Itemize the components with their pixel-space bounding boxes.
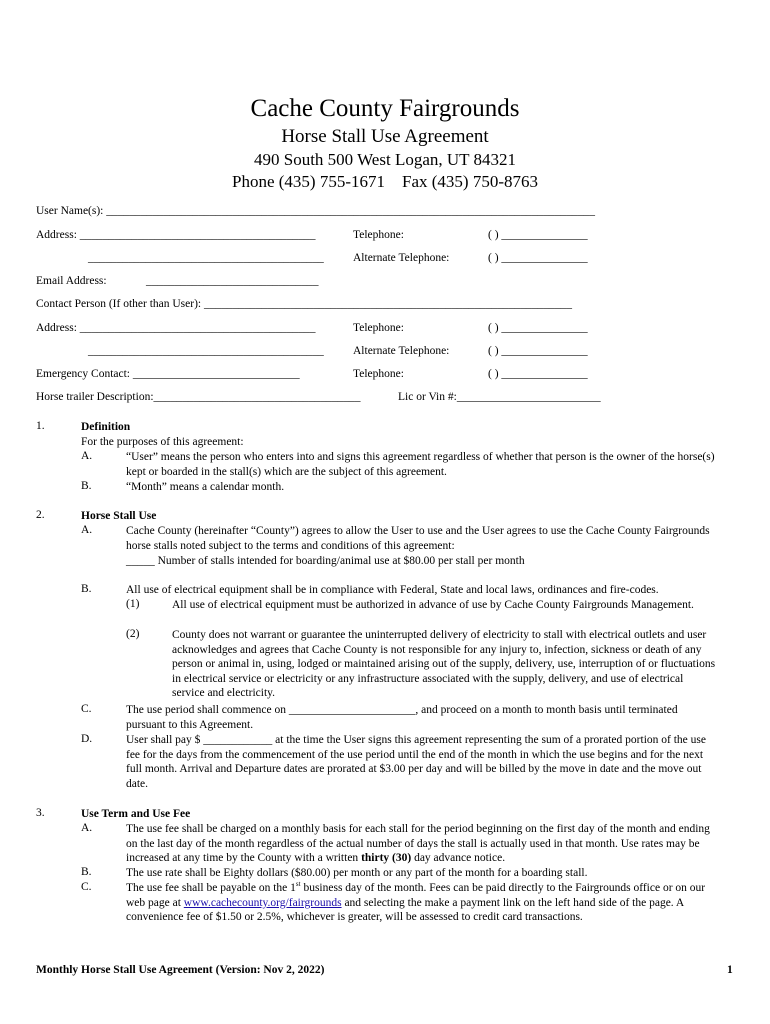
section-3-c-label: C. bbox=[81, 881, 92, 893]
emergency-telephone-field[interactable]: ( ) _______________ bbox=[488, 368, 588, 380]
section-2-a-text: Cache County (hereinafter “County”) agrees to allow the User to use and the User agrees to use the Cache County Fairgrounds horse stalls noted subject to the terms and conditions of this agreement: bbox=[126, 525, 710, 552]
section-2-d-label: D. bbox=[81, 733, 93, 745]
footer-version: Monthly Horse Stall Use Agreement (Version: Nov 2, 2022) bbox=[36, 964, 325, 976]
address-field[interactable]: Address: _________________________________________ bbox=[36, 229, 316, 241]
section-2-stalls-field[interactable]: _____ Number of stalls intended for boarding/animal use at $80.00 per stall per month bbox=[126, 555, 525, 567]
section-1-b-text: “Month” means a calendar month. bbox=[126, 481, 285, 493]
document-title: Horse Stall Use Agreement bbox=[281, 126, 489, 147]
section-1-intro: For the purposes of this agreement: bbox=[81, 436, 244, 448]
contact-address-line2-field[interactable]: _________________________________________ bbox=[88, 345, 324, 357]
org-phone: Phone (435) 755-1671 bbox=[232, 172, 385, 191]
org-title: Cache County Fairgrounds bbox=[250, 95, 520, 122]
lic-vin-field[interactable]: Lic or Vin #:_________________________ bbox=[398, 391, 601, 403]
section-2-c-label: C. bbox=[81, 703, 92, 715]
telephone-field[interactable]: ( ) _______________ bbox=[488, 229, 588, 241]
email-label: Email Address: bbox=[36, 275, 107, 287]
page-number: 1 bbox=[727, 964, 733, 976]
alt-telephone-label: Alternate Telephone: bbox=[353, 252, 450, 264]
contact-telephone-field[interactable]: ( ) _______________ bbox=[488, 322, 588, 334]
section-3-a-text-part2: day advance notice. bbox=[411, 852, 506, 865]
trailer-description-field[interactable]: Horse trailer Description:____________________________________ bbox=[36, 391, 361, 403]
section-2-heading: Horse Stall Use bbox=[81, 510, 157, 522]
section-1-number: 1. bbox=[36, 420, 45, 432]
section-3-b-text: The use rate shall be Eighty dollars ($80.00) per month or any part of the month for a boarding stall. bbox=[126, 867, 588, 879]
contact-telephone-label: Telephone: bbox=[353, 322, 404, 334]
section-2-number: 2. bbox=[36, 509, 45, 521]
section-3-a-text-part1: The use fee shall be charged on a monthly basis for each stall for the period beginning on the first day of the month and ending on the last day of the month regardless of the actual number of days the stall is actually used in that month. Use rates may be increased at any time by the County with a written bbox=[126, 823, 710, 865]
section-3-a-label: A. bbox=[81, 822, 93, 834]
section-1-heading: Definition bbox=[81, 421, 131, 433]
section-3-c-superscript: st bbox=[295, 880, 301, 889]
section-3-a-text bbox=[126, 822, 716, 866]
section-2-b-label: B. bbox=[81, 583, 92, 595]
org-address: 490 South 500 West Logan, UT 84321 bbox=[254, 150, 516, 169]
emergency-contact-field[interactable]: Emergency Contact: _____________________________ bbox=[36, 368, 300, 380]
phone-fax-line bbox=[0, 172, 770, 192]
section-2-c-text: The use period shall commence on ______________________, and proceed on a month to month basis until terminated pursuant to this Agreement. bbox=[126, 704, 678, 731]
address-line2-field[interactable]: _________________________________________ bbox=[88, 252, 324, 264]
section-3-a-bold: thirty (30) bbox=[361, 852, 412, 865]
section-3-c-text bbox=[126, 881, 716, 925]
contact-alt-telephone-field[interactable]: ( ) _______________ bbox=[488, 345, 588, 357]
section-3-c-text-part3: and selecting the make a payment link on the left hand side of the page. A convenience fee of $1.50 or 2.5%, whichever is greater, will be assessed to credit card transactions. bbox=[126, 896, 684, 924]
org-fax: Fax (435) 750-8763 bbox=[402, 172, 538, 191]
section-3-c-text-part2: business day of the month. Fees can be paid directly to the Fairgrounds office or on our web page at bbox=[126, 882, 706, 909]
contact-person-field[interactable]: Contact Person (If other than User): ________________________________________________________________ bbox=[36, 298, 572, 310]
telephone-label: Telephone: bbox=[353, 229, 404, 241]
fairgrounds-link[interactable]: www.cachecounty.org/fairgrounds bbox=[183, 896, 342, 909]
section-2-b1-label: (1) bbox=[126, 598, 140, 610]
section-1-a-label: A. bbox=[81, 450, 93, 462]
email-field[interactable]: ______________________________ bbox=[146, 275, 319, 287]
section-3-c-text-part1: The use fee shall be payable on the 1 bbox=[126, 882, 296, 894]
section-1-a-text: “User” means the person who enters into and signs this agreement regardless of whether that person is the owner of the horse(s) kept or boarded in the stall(s) which are the subject of this agreement. bbox=[126, 451, 715, 478]
section-2-b-text: All use of electrical equipment shall be in compliance with Federal, State and local laws, ordinances and fire-codes. bbox=[126, 584, 659, 596]
section-2-d-text: User shall pay $ ____________ at the time the User signs this agreement representing the sum of a prorated portion of the use fee for the days from the commencement of the use period until the end of the month in which the use begins and for the next full month. Arrival and Departure dates are prorated at $3.00 per day and will be billed by the move in date and the move out date. bbox=[126, 734, 706, 790]
emergency-telephone-label: Telephone: bbox=[353, 368, 404, 380]
section-3-heading: Use Term and Use Fee bbox=[81, 808, 191, 820]
section-1-b-label: B. bbox=[81, 480, 92, 492]
section-3-number: 3. bbox=[36, 807, 45, 819]
section-2-a-label: A. bbox=[81, 524, 93, 536]
section-2-b1-text: All use of electrical equipment must be authorized in advance of use by Cache County Fairgrounds Management. bbox=[172, 599, 694, 611]
alt-telephone-field[interactable]: ( ) _______________ bbox=[488, 252, 588, 264]
contact-address-field[interactable]: Address: _________________________________________ bbox=[36, 322, 316, 334]
section-2-b2-label: (2) bbox=[126, 628, 140, 640]
contact-alt-telephone-label: Alternate Telephone: bbox=[353, 345, 450, 357]
user-names-field[interactable]: User Name(s): _____________________________________________________________________________________ bbox=[36, 205, 596, 217]
section-2-b2-text: County does not warrant or guarantee the uninterrupted delivery of electricity to stall with electrical outlets and user acknowledges and agrees that Cache County is not responsible for any injury to, infection, sickness or death of any person or animal in, using, lodged or maintained arising out of the supply, delivery, use, interruption of or fluctuations in electrical service or electricity or any infrastructure associated with the supply, delivery, and use of electrical service and electricity. bbox=[172, 629, 716, 700]
section-3-b-label: B. bbox=[81, 866, 92, 878]
